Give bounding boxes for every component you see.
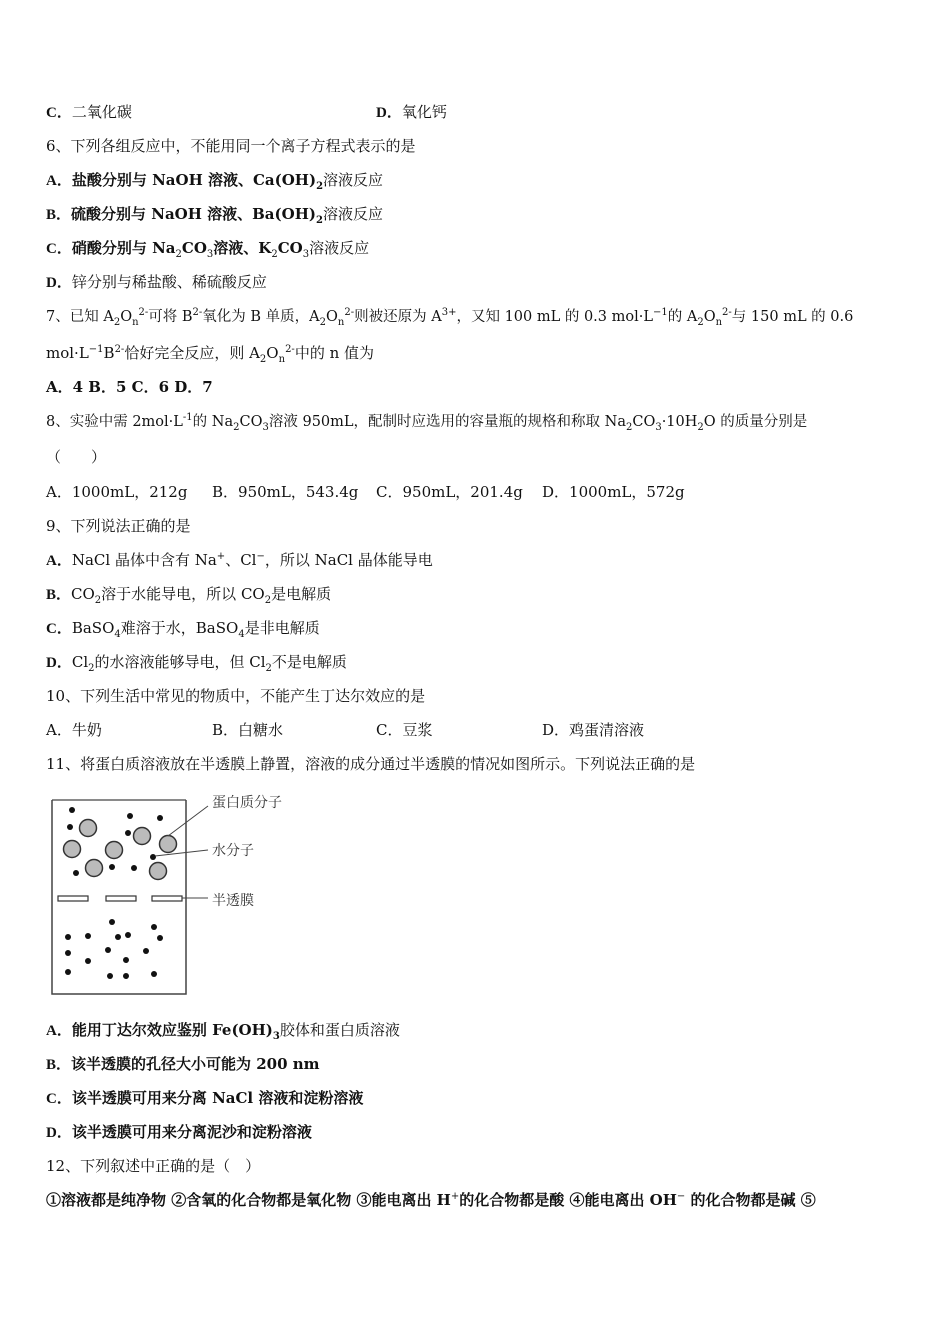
q11-option-b: B．该半透膜的孔径大小可能为 200 nm [46,1055,320,1073]
q10-option-c: C．豆浆 [376,721,433,739]
q6-option-d: D．锌分别与稀盐酸、稀硫酸反应 [46,273,267,291]
q8-option-b: B．950mL，543.4g [212,483,359,501]
q8-option-c: C．950mL，201.4g [376,483,523,501]
q8-paren: （ ） [46,448,107,466]
q6-option-c: C．硝酸分别与 $Na_2CO_3$溶液、$K_2CO_3$溶液反应 [46,239,370,260]
q11-option-a: A．能用丁达尔效应鉴别 $Fe(OH)_3$胶体和蛋白质溶液 [46,1021,400,1042]
q9-option-b: B．$CO_2$溶于水能导电，所以 $CO_2$是电解质 [46,585,332,606]
q6-option-a: A．盐酸分别与 NaOH 溶液、$Ca(OH)_2$溶液反应 [46,171,384,192]
q8-stem: 8、实验中需 $2mol\cdot L^{-1}$的 $Na_2CO_3$溶液 950mL，配制时应选用的容量瓶的规格和称取 $Na_2CO_3\cdot 10H_2O$ 的质量分别是 [46,412,808,433]
protein-molecules [64,820,177,880]
q9-stem: 9、下列说法正确的是 [46,517,191,535]
membrane-segments [58,896,182,901]
q9-option-a: A．NaCl 晶体中含有 Na+、Cl−，所以 NaCl 晶体能导电 [46,551,433,569]
q11-option-c: C．该半透膜可用来分离 NaCl 溶液和淀粉溶液 [46,1089,364,1107]
q5-option-d: D．氧化钙 [376,103,447,121]
leader-protein [168,806,208,836]
q12-statements: ①溶液都是纯净物 ②含氧的化合物都是氧化物 ③能电离出 H+的化合物都是酸 ④能电离出 OH− 的化合物都是碱 ⑤ [46,1191,816,1209]
q8-option-d: D．1000mL，572g [542,483,685,501]
q7-stem-line2: $mol\cdot L^{-1}B^{2-}$恰好完全反应，则 $A_2O_n^{2-}$中的 n 值为 [46,344,375,365]
q10-option-a: A．牛奶 [46,721,102,739]
q6-option-b: B．硫酸分别与 NaOH 溶液、$Ba(OH)_2$溶液反应 [46,205,383,226]
q9-option-c: C．BaSO$_4$难溶于水，BaSO$_4$是非电解质 [46,619,320,640]
q11-stem: 11、将蛋白质溶液放在半透膜上静置，溶液的成分通过半透膜的情况如图所示。下列说法正确的是 [46,755,696,773]
q7-stem-line1: 7、已知 $A_2O_n^{2-}$可将 $B^{2-}$氧化为 B 单质，$A_2O_n^{2-}$则被还原为 $A^{3+}$，又知 100 mL 的 0.3 $mol\cdot L^{-1}$的 $A_2O_n^{2-}$与 150 mL 的 0.6 [46,307,854,328]
q9-option-d: D．$Cl_2$的水溶液能够导电，但 $Cl_2$不是电解质 [46,653,347,674]
q11-option-d: D．该半透膜可用来分离泥沙和淀粉溶液 [46,1123,312,1141]
q6-stem: 6、下列各组反应中，不能用同一个离子方程式表示的是 [46,137,416,155]
label-membrane: 半透膜 [212,893,254,909]
membrane-diagram [50,798,290,998]
membrane-figure [50,795,290,1002]
label-protein-molecule: 蛋白质分子 [212,795,282,811]
q7-options: A．4 B．5 C．6 D．7 [46,378,213,396]
water-molecules-lower [65,919,163,979]
q10-option-b: B．白糖水 [212,721,284,739]
q5-option-c: C．二氧化碳 [46,103,132,121]
label-water-molecule: 水分子 [212,843,254,859]
q10-option-d: D．鸡蛋清溶液 [542,721,645,739]
q12-stem: 12、下列叙述中正确的是（ ） [46,1157,261,1175]
q8-option-a: A．1000mL，212g [46,483,188,501]
q10-stem: 10、下列生活中常见的物质中，不能产生丁达尔效应的是 [46,687,426,705]
